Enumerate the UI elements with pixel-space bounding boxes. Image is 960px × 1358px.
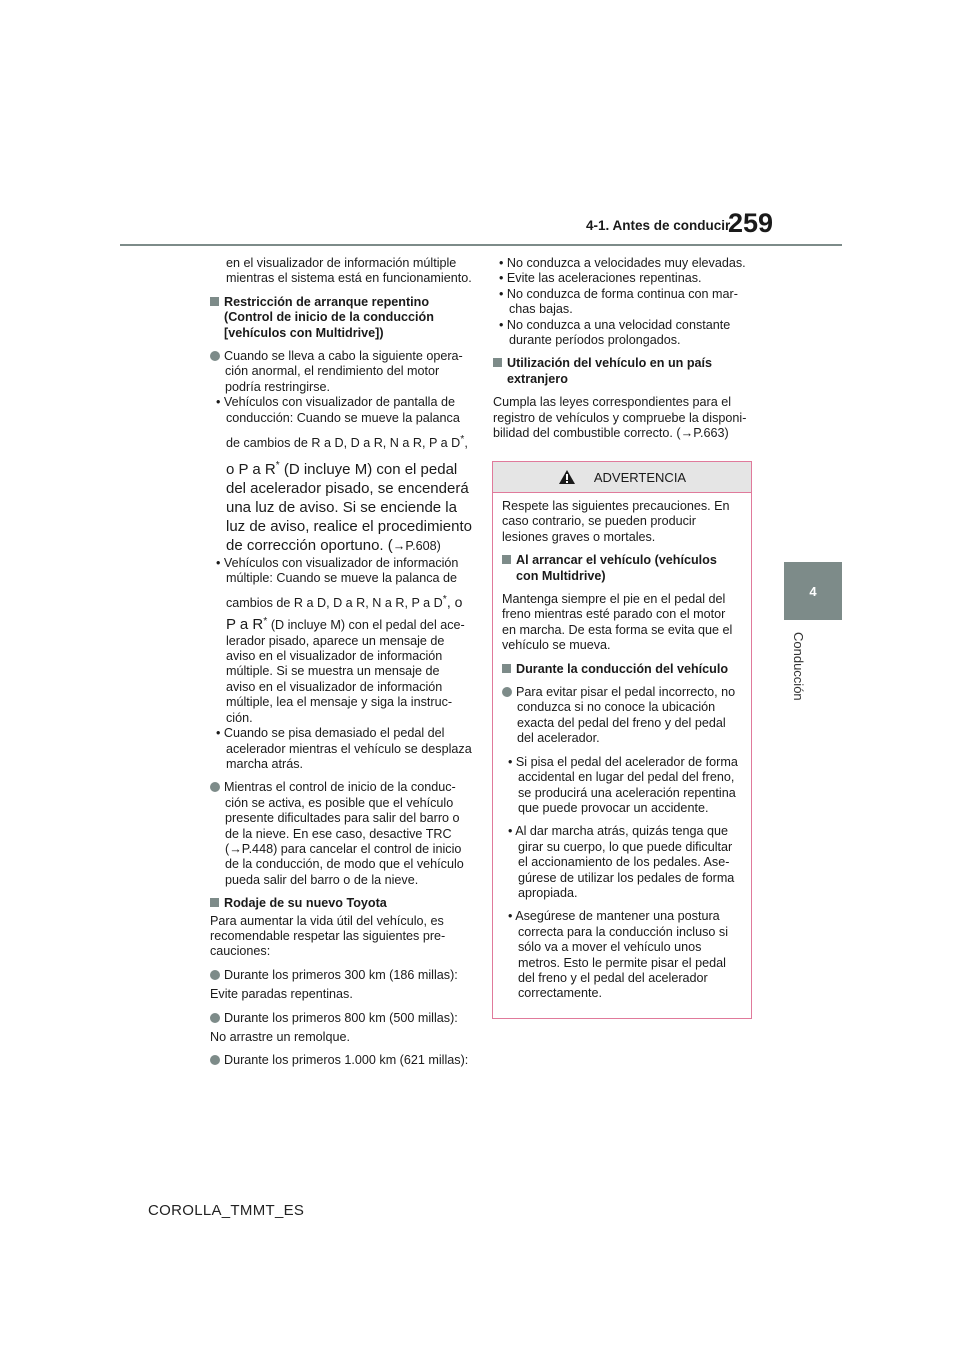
dot-bullet-icon: [210, 1013, 220, 1023]
square-bullet-icon: [493, 358, 502, 367]
warning-heading: Al arrancar el vehículo (vehículos con Multidrive): [502, 553, 742, 584]
dot-item: Cuando se lleva a cabo la siguiente operación anormal, el rendimiento del motor podría restringirse.: [210, 349, 472, 395]
heading-restriccion: Restricción de arranque repentino (Control de inicio de la conducción [vehículos con Multidrive]): [210, 295, 472, 341]
rodaje-paragraph: Para aumentar la vida útil del vehículo, es recomendable respetar las siguientes precauciones:: [210, 913, 446, 959]
bullet-item: • Cuando se pisa demasiado el pedal del acelerador mientras el vehículo se desplaza marcha atrás.: [216, 726, 472, 771]
heading-rodaje: Rodaje de su nuevo Toyota: [210, 896, 472, 911]
dot-bullet-icon: [210, 1055, 220, 1065]
warning-header: [493, 462, 751, 493]
warning-box: [492, 461, 752, 1019]
section-title: 4-1. Antes de conducir: [586, 218, 731, 233]
bullet-item-large-text: o P a R* (D incluye M) con el pedal del acelerador pisado, se encenderá una luz de aviso. Si se enciende la luz de aviso, realice el procedimiento de corrección oportuno. (→P.608): [226, 459, 472, 554]
bullet-item: • Evite las aceleraciones repentinas.: [499, 271, 702, 286]
page-reference-link[interactable]: →P.608): [392, 538, 441, 553]
left-column: [210, 256, 472, 1077]
bullet-item: • Al dar marcha atrás, quizás tenga que girar su cuerpo, lo que puede dificultar el accionamiento de los pedales. Asegúrese de utilizar los pedales de forma apropiada.: [508, 824, 735, 900]
square-bullet-icon: [210, 898, 219, 907]
dot-bullet-icon: [502, 687, 512, 697]
square-bullet-icon: [502, 664, 511, 673]
dot-item: Mientras el control de inicio de la conducción se activa, es posible que el vehículo presente dificultades para salir del barro o de la nieve. En ese caso, desactive TRC (→P.448) para cancelar el control de inicio de la conducción, de modo que el vehículo pueda salir del barro o de la nieve.: [210, 780, 472, 888]
bullet-item: • No conduzca de forma continua con marchas bajas.: [499, 286, 738, 317]
dot-bullet-icon: [210, 351, 220, 361]
dot-bullet-icon: [210, 782, 220, 792]
bullet-item: • Asegúrese de mantener una postura correcta para la conducción incluso si sólo va a mover el vehículo unos metros. Esto le permite pisar el pedal del freno y el pedal del acelerador correctamente.: [508, 909, 729, 1001]
document-code: COROLLA_TMMT_ES: [148, 1202, 305, 1219]
bullet-item: • Vehículos con visualizador de pantalla de conducción: Cuando se mueve la palanca: [216, 395, 460, 425]
heading-extranjero: Utilización del vehículo en un país extranjero: [493, 356, 755, 387]
bullet-item: • No conduzca a velocidades muy elevadas.: [499, 256, 746, 270]
warning-heading: Durante la conducción del vehículo: [502, 662, 742, 677]
warning-intro: Respete las siguientes precauciones. En caso contrario, se pueden producir lesiones graves o mortales.: [502, 499, 730, 544]
bullet-item-cont: cambios de R a D, D a R, N a R, P a D*, o: [226, 593, 463, 611]
dot-item: Durante los primeros 1.000 km (621 millas):: [210, 1053, 472, 1068]
dot-item: Durante los primeros 800 km (500 millas):: [210, 1011, 472, 1026]
header-rule: [120, 244, 842, 246]
chapter-tab[interactable]: 4: [784, 562, 842, 620]
bullet-item-cont: P a R* (D incluye M) con el pedal del acelerador pisado, aparece un mensaje de aviso en el visualizador de información múltiple. Si se muestra un mensaje de aviso en el visualizador de información múltiple, lea el mensaje y siga la instrucción.: [226, 615, 465, 725]
chapter-label: Conducción: [791, 632, 806, 701]
warning-triangle-icon: [558, 469, 576, 485]
warning-body: [493, 493, 751, 1002]
right-column: [493, 256, 755, 449]
square-bullet-icon: [210, 297, 219, 306]
extranjero-paragraph: Cumpla las leyes correspondientes para el registro de vehículos y compruebe la disponibilidad del combustible correcto. (→P.663): [493, 395, 747, 441]
dot-item: Durante los primeros 300 km (186 millas):: [210, 968, 472, 983]
warning-paragraph: Mantenga siempre el pie en el pedal del freno mientras esté parado con el motor en marcha. De esta forma se evita que el vehículo se mueva.: [502, 592, 733, 653]
rodaje-800-text: No arrastre un remolque.: [210, 1030, 350, 1044]
bullet-item: • Vehículos con visualizador de información múltiple: Cuando se mueve la palanca de: [216, 555, 459, 586]
dot-bullet-icon: [210, 970, 220, 980]
bullet-item: • No conduzca a una velocidad constante durante períodos prolongados.: [499, 317, 731, 348]
warning-title: ADVERTENCIA: [593, 469, 687, 485]
dot-item: Para evitar pisar el pedal incorrecto, no conduzca si no conoce la ubicación exacta del pedal del freno y del pedal del acelerador.: [502, 685, 742, 747]
bullet-item: • Si pisa el pedal del acelerador de forma accidental en lugar del pedal del freno, se producirá una aceleración repentina que puede provocar un accidente.: [508, 754, 738, 815]
square-bullet-icon: [502, 555, 511, 564]
intro-paragraph: en el visualizador de información múltiple mientras el sistema está en funcionamiento.: [226, 256, 472, 286]
bullet-item-cont: de cambios de R a D, D a R, N a R, P a D*,: [226, 433, 468, 451]
rodaje-300-text: Evite paradas repentinas.: [210, 987, 353, 1002]
page-number: 259: [728, 208, 774, 238]
